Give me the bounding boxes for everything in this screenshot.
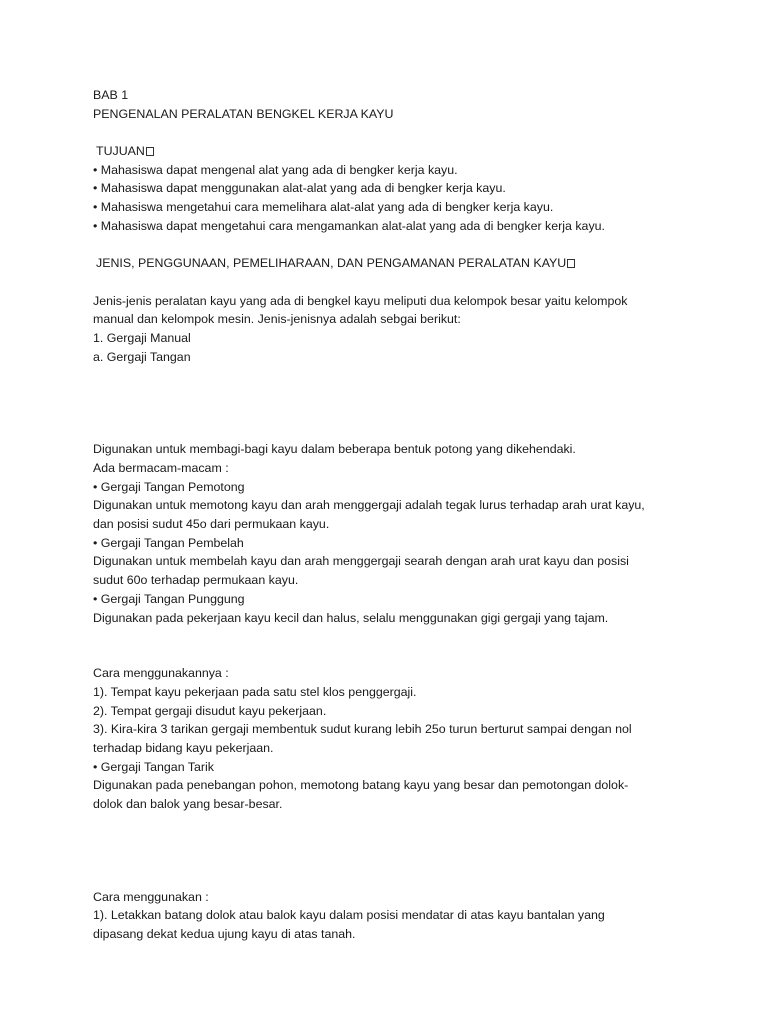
paragraph-line: Digunakan pada pekerjaan kayu kecil dan halus, selalu menggunakan gigi gergaji yang tajam. (93, 610, 609, 625)
document-title: PENGENALAN PERALATAN BENGKEL KERJA KAYU (93, 106, 394, 121)
tujuan-heading: TUJUAN (96, 144, 145, 159)
paragraph-line: Digunakan pada penebangan pohon, memotong batang kayu yang besar dan pemotongan dolok- (93, 778, 629, 793)
missing-glyph-icon (146, 147, 154, 156)
document-page (93, 86, 693, 944)
list-item: • Mahasiswa dapat menggunakan alat-alat yang ada di bengker kerja kayu. (93, 181, 506, 196)
list-item: 1). Letakkan batang dolok atau balok kayu dalam posisi mendatar di atas kayu bantalan yang (93, 908, 605, 923)
missing-glyph-icon (567, 259, 575, 268)
spacer (93, 627, 693, 664)
jenis-heading: JENIS, PENGGUNAAN, PEMELIHARAAN, DAN PENGAMANAN PERALATAN KAYU (96, 256, 567, 271)
paragraph-line: Digunakan untuk membagi-bagi kayu dalam beberapa bentuk potong yang dikehendaki. (93, 442, 576, 457)
paragraph-line: Cara menggunakannya : (93, 666, 229, 681)
list-item: 2). Tempat gergaji disudut kayu pekerjaan. (93, 703, 327, 718)
spacer (93, 366, 693, 440)
paragraph-line: Jenis-jenis peralatan kayu yang ada di bengkel kayu meliputi dua kelompok besar yaitu kelompok (93, 293, 628, 308)
list-item: • Gergaji Tangan Pemotong (93, 479, 245, 494)
list-item: • Mahasiswa dapat mengetahui cara mengamankan alat-alat yang ada di bengker kerja kayu. (93, 218, 605, 233)
spacer (93, 236, 693, 255)
spacer (93, 273, 693, 292)
paragraph-line: dolok dan balok yang besar-besar. (93, 797, 283, 811)
paragraph-line: Cara menggunakan : (93, 889, 209, 904)
spacer (93, 123, 693, 142)
chapter-label: BAB 1 (93, 88, 129, 102)
paragraph-line: manual dan kelompok mesin. Jenis-jenisnya adalah sebgai berikut: (93, 312, 461, 327)
paragraph-line: sudut 60o terhadap permukaan kayu. (93, 573, 299, 588)
paragraph-line: dan posisi sudut 45o dari permukaan kayu. (93, 517, 330, 532)
list-item: • Gergaji Tangan Tarik (93, 759, 214, 774)
tujuan-heading-row (93, 142, 693, 161)
paragraph-line: Digunakan untuk memotong kayu dan arah menggergaji adalah tegak lurus terhadap arah urat kayu, (93, 498, 645, 513)
list-item: • Mahasiswa dapat mengenal alat yang ada di bengker kerja kayu. (93, 162, 458, 177)
paragraph-line: Digunakan untuk membelah kayu dan arah menggergaji searah dengan arah urat kayu dan posisi (93, 554, 629, 569)
paragraph-line: 1. Gergaji Manual (93, 330, 191, 345)
jenis-heading-row (93, 254, 693, 273)
paragraph-line: Ada bermacam-macam : (93, 461, 229, 475)
list-item: • Mahasiswa mengetahui cara memelihara alat-alat yang ada di bengker kerja kayu. (93, 200, 554, 215)
paragraph-line: a. Gergaji Tangan (93, 349, 191, 364)
paragraph-line: dipasang dekat kedua ujung kayu di atas tanah. (93, 927, 356, 942)
paragraph-line: terhadap bidang kayu pekerjaan. (93, 740, 274, 755)
list-item: • Gergaji Tangan Punggung (93, 591, 245, 606)
spacer (93, 814, 693, 888)
list-item: 1). Tempat kayu pekerjaan pada satu stel klos penggergaji. (93, 684, 417, 699)
list-item: • Gergaji Tangan Pembelah (93, 535, 244, 550)
list-item: 3). Kira-kira 3 tarikan gergaji membentuk sudut kurang lebih 25o turun berturut sampai dengan nol (93, 722, 632, 737)
